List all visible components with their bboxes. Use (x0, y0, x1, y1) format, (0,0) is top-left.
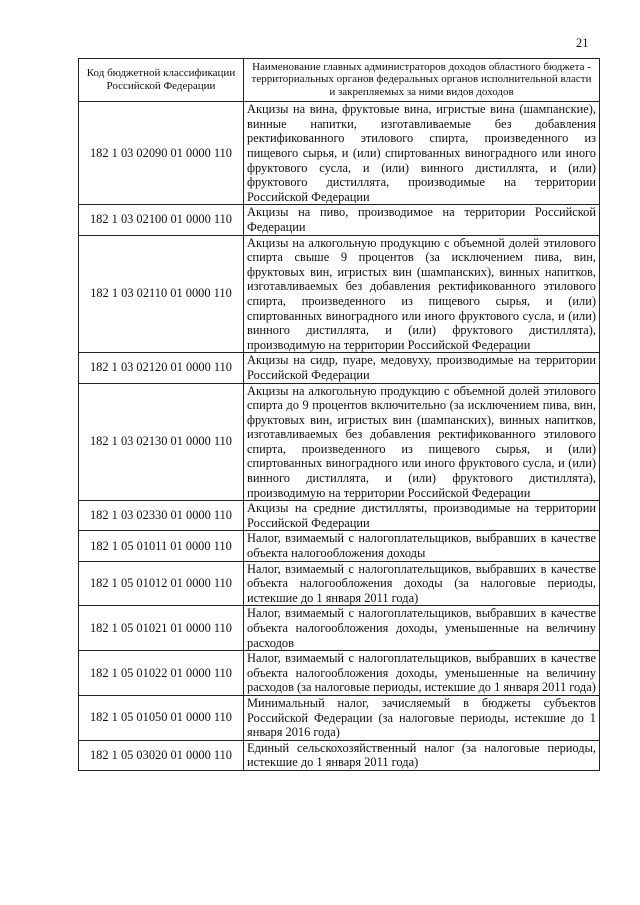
row-name: Налог, взимаемый с налогоплательщиков, выбравших в качестве объекта налогообложения доходы (244, 531, 600, 561)
row-code: 182 1 03 02120 01 0000 110 (79, 353, 244, 383)
row-name: Минимальный налог, зачисляемый в бюджеты субъектов Российской Федерации (за налоговые периоды, истекшие до 1 января 2016 года) (244, 695, 600, 740)
row-code: 182 1 03 02330 01 0000 110 (79, 501, 244, 531)
row-name: Налог, взимаемый с налогоплательщиков, выбравших в качестве объекта налогообложения доходы, уменьшенные на величину расходов (244, 606, 600, 651)
table-row (79, 606, 600, 651)
row-name: Акцизы на средние дистилляты, производимые на территории Российской Федерации (244, 501, 600, 531)
row-code: 182 1 05 01011 01 0000 110 (79, 531, 244, 561)
row-name: Акцизы на алкогольную продукцию с объемной долей этилового спирта до 9 процентов включительно (за исключением пива, вин, фруктовых вин, игристых вин (шампанских), винных напитков, изготавливаемых без добавления ректификованного этилового спирта, произведенного из пищевого сырья, и (или) спиртованных виноградного или иного фруктового сусла, и (или) винного дистиллята, и (или) фруктового дистиллята), производимую на территории Российской Федерации (244, 383, 600, 501)
row-name: Единый сельскохозяйственный налог (за налоговые периоды, истекшие до 1 января 2011 года) (244, 740, 600, 770)
header-name: Наименование главных администраторов доходов областного бюджета - территориальных органов федеральных органов исполнительной власти и закрепляемых за ними видов доходов (244, 59, 600, 102)
row-code: 182 1 05 01050 01 0000 110 (79, 695, 244, 740)
row-name: Налог, взимаемый с налогоплательщиков, выбравших в качестве объекта налогообложения доходы (за налоговые периоды, истекшие до 1 января 2011 года) (244, 561, 600, 606)
row-code: 182 1 03 02100 01 0000 110 (79, 205, 244, 235)
table-row (79, 740, 600, 770)
table-row (79, 102, 600, 205)
row-code: 182 1 03 02090 01 0000 110 (79, 102, 244, 205)
row-code: 182 1 05 01022 01 0000 110 (79, 651, 244, 696)
header-code: Код бюджетной классификации Российской Федерации (79, 59, 244, 102)
table-row (79, 501, 600, 531)
table-row (79, 205, 600, 235)
revenue-classification-table (78, 58, 600, 771)
row-name: Акцизы на пиво, производимое на территории Российской Федерации (244, 205, 600, 235)
row-code: 182 1 05 01012 01 0000 110 (79, 561, 244, 606)
table-row (79, 353, 600, 383)
row-name: Акцизы на алкогольную продукцию с объемной долей этилового спирта свыше 9 процентов (за исключением пива, вин, фруктовых вин, игристых вин (шампанских), винных напитков, изготавливаемых без добавления ректификованного этилового спирта, произведенного из пищевого сырья, и (или) спиртованных виноградного или иного фруктового сусла, и (или) винного дистиллята, и (или) фруктового дистиллята), производимую на территории Российской Федерации (244, 235, 600, 353)
row-code: 182 1 05 01021 01 0000 110 (79, 606, 244, 651)
table-row (79, 695, 600, 740)
table-row (79, 561, 600, 606)
table-row (79, 531, 600, 561)
table-row (79, 383, 600, 501)
page-number: 21 (576, 36, 589, 50)
table-header-row (79, 59, 600, 102)
row-name: Налог, взимаемый с налогоплательщиков, выбравших в качестве объекта налогообложения доходы, уменьшенные на величину расходов (за налоговые периоды, истекшие до 1 января 2011 года) (244, 651, 600, 696)
row-code: 182 1 03 02110 01 0000 110 (79, 235, 244, 353)
row-name: Акцизы на вина, фруктовые вина, игристые вина (шампанские), винные напитки, изготавливаемые без добавления ректификованного этилового спирта, произведенного из пищевого сырья, и (или) спиртованных виноградного или иного фруктового сусла, и (или) винного дистиллята, и (или) фруктового дистиллята, производимые на территории Российской Федерации (244, 102, 600, 205)
row-name: Акцизы на сидр, пуаре, медовуху, производимые на территории Российской Федерации (244, 353, 600, 383)
table-row (79, 235, 600, 353)
row-code: 182 1 03 02130 01 0000 110 (79, 383, 244, 501)
row-code: 182 1 05 03020 01 0000 110 (79, 740, 244, 770)
table-row (79, 651, 600, 696)
